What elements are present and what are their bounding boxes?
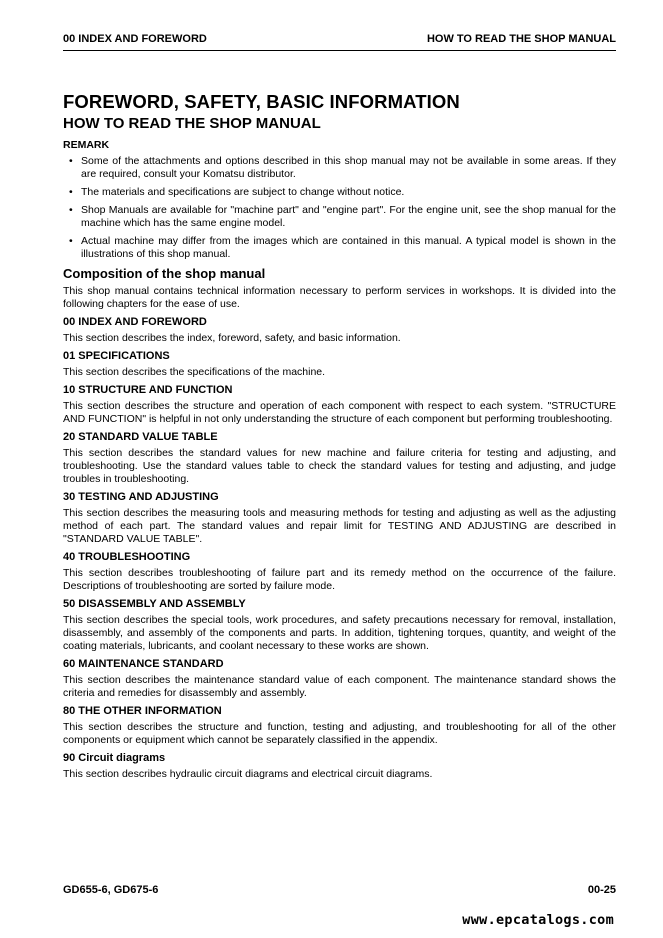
chapter-title: 10 STRUCTURE AND FUNCTION (63, 384, 233, 396)
page-content (63, 90, 616, 781)
bullet-icon: • (69, 235, 73, 247)
chapter-section (63, 430, 616, 486)
chapter-title: 30 TESTING AND ADJUSTING (63, 491, 219, 503)
chapter-section (63, 383, 616, 426)
chapter-description: This section describes the special tools, work procedures, and safety precautions necessary for removal, installation, disassembly, and assembly of the components and parts. In addition, tightening torques, quantity, and weight of the coating materials, lubricants, and coolant necessary to these works are shown. (63, 614, 616, 652)
chapter-section (63, 657, 616, 700)
remark-item (63, 204, 616, 230)
chapter-description: This section describes the structure and function, testing and adjusting, and troubleshooting for all of the other components or equipment which cannot be separately classified in the appendix. (63, 721, 616, 746)
chapter-description: This section describes the measuring tools and measuring methods for testing and adjusting as well as the adjusting method of each part. The standard values and repair limit for TESTING AND ADJUSTING are described in "STANDARD VALUE TABLE". (63, 507, 616, 545)
page-subtitle: HOW TO READ THE SHOP MANUAL (63, 115, 321, 132)
page-footer (63, 884, 616, 896)
watermark: www.epcatalogs.com (462, 912, 614, 928)
chapter-section (63, 597, 616, 653)
chapter-description: This section describes the index, foreword, safety, and basic information. (63, 332, 401, 344)
chapter-description: This section describes the specifications of the machine. (63, 366, 326, 378)
page-title: FOREWORD, SAFETY, BASIC INFORMATION (63, 91, 460, 112)
chapter-title: 40 TROUBLESHOOTING (63, 551, 191, 563)
remark-text: Some of the attachments and options described in this shop manual may not be available in some areas. If they are required, consult your Komatsu distributor. (81, 155, 616, 180)
bullet-icon: • (69, 155, 73, 167)
chapter-description: This section describes the standard values for new machine and failure criteria for testing and adjusting, and troubleshooting. Use the standard values table to check the standard values for testing and adjusting, and judge troubles in troubleshooting. (63, 447, 616, 485)
composition-intro: This shop manual contains technical information necessary to perform services in workshops. It is divided into the following chapters for the ease of use. (63, 285, 616, 310)
chapter-section (63, 490, 616, 546)
chapter-title: 01 SPECIFICATIONS (63, 350, 170, 362)
chapter-section (63, 704, 616, 747)
chapter-title: 80 THE OTHER INFORMATION (63, 705, 222, 717)
chapter-description: This section describes the structure and operation of each component with respect to each system. "STRUCTURE AND FUNCTION" is helpful in not only understanding the structure of each component but performing troubleshooting. (63, 400, 616, 425)
chapter-title: 60 MAINTENANCE STANDARD (63, 658, 224, 670)
chapter-title: 20 STANDARD VALUE TABLE (63, 431, 218, 443)
remark-list (63, 155, 616, 261)
remark-item (63, 186, 616, 199)
chapter-description: This section describes the maintenance standard value of each component. The maintenance standard shows the criteria and remedies for disassembly and assembly. (63, 674, 616, 699)
chapter-section (63, 550, 616, 593)
remark-text: The materials and specifications are subject to change without notice. (81, 186, 405, 198)
header-chapter: 00 INDEX AND FOREWORD (63, 33, 207, 45)
remark-item (63, 155, 616, 181)
header-section: HOW TO READ THE SHOP MANUAL (426, 33, 616, 45)
page-number: 00-25 (587, 884, 616, 896)
chapter-section (63, 315, 616, 345)
chapter-title: 90 Circuit diagrams (63, 752, 166, 764)
chapter-title: 00 INDEX AND FOREWORD (63, 316, 207, 328)
chapter-description: This section describes troubleshooting of failure part and its remedy method on the occurrence of the failure. Descriptions of troubleshooting are sorted by failure mode. (63, 567, 616, 592)
remark-label: REMARK (63, 139, 110, 151)
bullet-icon: • (69, 204, 73, 216)
chapter-title: 50 DISASSEMBLY AND ASSEMBLY (63, 598, 246, 610)
bullet-icon: • (69, 186, 73, 198)
chapter-description: This section describes hydraulic circuit diagrams and electrical circuit diagrams. (63, 768, 433, 780)
remark-text: Actual machine may differ from the images which are contained in this manual. A typical model is shown in the illustrations of this shop manual. (81, 235, 616, 260)
page-header (63, 30, 616, 51)
footer-model: GD655-6, GD675-6 (63, 884, 159, 896)
composition-heading: Composition of the shop manual (63, 266, 266, 281)
chapter-section (63, 349, 616, 379)
remark-text: Shop Manuals are available for "machine part" and "engine part". For the engine unit, see the shop manual for the machine which has the same engine model. (81, 204, 616, 229)
chapter-section (63, 751, 616, 781)
remark-item (63, 235, 616, 261)
